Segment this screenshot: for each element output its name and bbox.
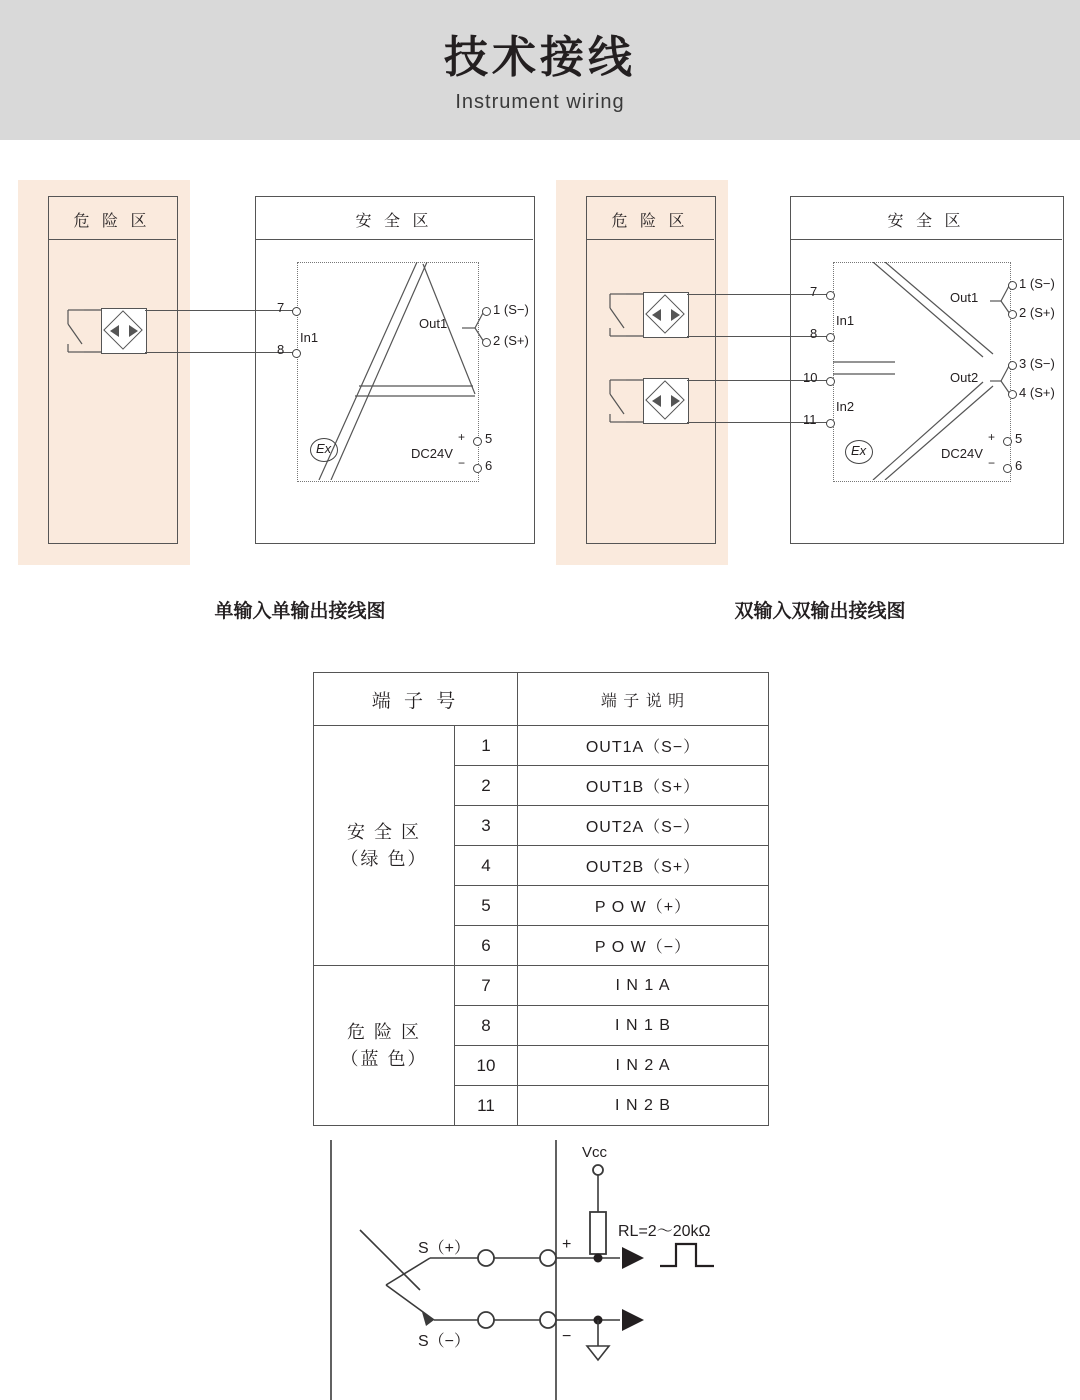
terminal-dot-1 bbox=[482, 307, 491, 316]
vcc-label: Vcc bbox=[582, 1144, 608, 1161]
input-label-in2: In2 bbox=[836, 399, 855, 414]
power-sign-minus: − bbox=[458, 456, 466, 470]
page-title: 技术接线 bbox=[444, 33, 636, 82]
diagram-caption-dual: 双输入双输出接线图 bbox=[734, 601, 906, 622]
terminal-sign-1: (S−) bbox=[503, 302, 529, 317]
terminal-dot-2-b bbox=[1008, 310, 1017, 319]
wire-in1b-b bbox=[687, 336, 827, 337]
diagram-caption-single: 单输入单输出接线图 bbox=[214, 601, 386, 622]
terminal-number-1: 1 bbox=[493, 302, 501, 317]
page-subtitle: Instrument wiring bbox=[455, 90, 625, 113]
table-cell-desc: P O W（−） bbox=[518, 926, 769, 966]
table-zone-safe-label: 安 全 区 bbox=[346, 821, 421, 842]
terminal-number-2: 2 bbox=[493, 333, 501, 348]
terminal-dot-5-b bbox=[1003, 437, 1012, 446]
terminal-label-2 bbox=[493, 333, 529, 348]
sensor-arrow-right-icon bbox=[671, 309, 680, 321]
table-zone-hazard-label: 危 险 区 bbox=[346, 1021, 421, 1042]
safe-zone-label-2: 安 全 区 bbox=[887, 213, 965, 230]
hazard-zone-divider bbox=[48, 239, 176, 240]
table-cell-desc: P O W（+） bbox=[518, 886, 769, 926]
terminal-dot-2 bbox=[482, 338, 491, 347]
table-cell-num: 4 bbox=[455, 846, 518, 886]
safe-zone-divider bbox=[255, 239, 533, 240]
output-circuit-diagram bbox=[330, 1140, 750, 1400]
terminal-number-1-b: 1 bbox=[1019, 276, 1027, 291]
wire-in1b bbox=[145, 352, 295, 353]
switch-contact-in2 bbox=[602, 370, 648, 432]
terminal-table bbox=[313, 672, 769, 1126]
wire-in1a-b bbox=[687, 294, 827, 295]
sensor-arrow-left-icon bbox=[110, 325, 119, 337]
terminal-label-1-b bbox=[1019, 276, 1055, 291]
table-cell-desc: I N 2 B bbox=[518, 1086, 769, 1126]
terminal-label-2-b bbox=[1019, 305, 1055, 320]
hazard-zone-divider-2 bbox=[586, 239, 714, 240]
hazard-zone-label: 危 险 区 bbox=[73, 213, 151, 230]
sensor-arrow-right-icon bbox=[671, 395, 680, 407]
table-cell-desc: I N 2 A bbox=[518, 1046, 769, 1086]
table-header-row bbox=[314, 673, 769, 726]
output-label-out1-b: Out1 bbox=[950, 290, 979, 305]
table-cell-desc: I N 1 B bbox=[518, 1006, 769, 1046]
table-zone-safe bbox=[314, 726, 455, 966]
terminal-number-5: 5 bbox=[485, 431, 493, 446]
power-sign-plus-2: + bbox=[988, 430, 996, 444]
table-cell-desc: OUT2B（S+） bbox=[518, 846, 769, 886]
terminal-number-2-b: 2 bbox=[1019, 305, 1027, 320]
terminal-dot-7 bbox=[292, 307, 301, 316]
table-cell-num: 10 bbox=[455, 1046, 518, 1086]
terminal-number-4: 4 bbox=[1019, 385, 1027, 400]
terminal-dot-11 bbox=[826, 419, 835, 428]
terminal-plus-label: + bbox=[562, 1236, 572, 1253]
ex-mark-label-2: Ex bbox=[851, 443, 867, 458]
terminal-number-6-b: 6 bbox=[1015, 458, 1023, 473]
terminal-label-3 bbox=[1019, 356, 1055, 371]
table-cell-desc: OUT2A（S−） bbox=[518, 806, 769, 846]
terminal-dot-7-b bbox=[826, 291, 835, 300]
safe-zone-divider-2 bbox=[790, 239, 1062, 240]
table-cell-num: 7 bbox=[455, 966, 518, 1006]
sensor-symbol-in1-b bbox=[643, 292, 689, 338]
table-cell-desc: OUT1B（S+） bbox=[518, 766, 769, 806]
power-label-dc24v-2: DC24V bbox=[941, 446, 983, 461]
terminal-sign-2: (S+) bbox=[503, 333, 529, 348]
terminal-dot-4 bbox=[1008, 390, 1017, 399]
terminal-dot-6-b bbox=[1003, 464, 1012, 473]
switch-contact-in1-b bbox=[602, 284, 648, 346]
table-cell-desc: I N 1 A bbox=[518, 966, 769, 1006]
terminal-number-8: 8 bbox=[277, 342, 285, 357]
table-cell-num: 1 bbox=[455, 726, 518, 766]
terminal-dot-8 bbox=[292, 349, 301, 358]
power-sign-plus: + bbox=[458, 430, 466, 444]
terminal-dot-1-b bbox=[1008, 281, 1017, 290]
terminal-dot-6 bbox=[473, 464, 482, 473]
table-zone-safe-sub: （绿 色） bbox=[340, 848, 428, 869]
terminal-label-1 bbox=[493, 302, 529, 317]
input-label-in1: In1 bbox=[300, 330, 319, 345]
hazard-zone-label-2: 危 险 区 bbox=[611, 213, 689, 230]
terminal-number-7-b: 7 bbox=[810, 284, 818, 299]
terminal-number-5-b: 5 bbox=[1015, 431, 1023, 446]
output-label-out1: Out1 bbox=[419, 316, 448, 331]
table-cell-num: 8 bbox=[455, 1006, 518, 1046]
sensor-arrow-left-icon bbox=[652, 309, 661, 321]
terminal-dot-10 bbox=[826, 377, 835, 386]
terminal-sign-2-b: (S+) bbox=[1029, 305, 1055, 320]
table-header-terminal-number: 端 子 号 bbox=[314, 673, 518, 726]
terminal-number-6: 6 bbox=[485, 458, 493, 473]
input-label-in1-b: In1 bbox=[836, 313, 855, 328]
power-sign-minus-2: − bbox=[988, 456, 996, 470]
sensor-arrow-left-icon bbox=[652, 395, 661, 407]
signal-minus-label: S（−） bbox=[418, 1333, 471, 1350]
table-row bbox=[314, 966, 769, 1006]
terminal-number-3: 3 bbox=[1019, 356, 1027, 371]
table-row bbox=[314, 726, 769, 766]
signal-plus-label: S（+） bbox=[418, 1240, 471, 1257]
switch-contact-in1 bbox=[60, 300, 106, 362]
terminal-dot-5 bbox=[473, 437, 482, 446]
terminal-number-8-b: 8 bbox=[810, 326, 818, 341]
terminal-minus-label: − bbox=[562, 1328, 572, 1345]
table-header-terminal-desc: 端 子 说 明 bbox=[518, 673, 769, 726]
ex-mark-label: Ex bbox=[316, 441, 332, 456]
power-label-dc24v: DC24V bbox=[411, 446, 453, 461]
safe-zone-label: 安 全 区 bbox=[355, 213, 433, 230]
sensor-symbol-in2 bbox=[643, 378, 689, 424]
terminal-label-4 bbox=[1019, 385, 1055, 400]
terminal-sign-4: (S+) bbox=[1029, 385, 1055, 400]
sensor-arrow-right-icon bbox=[129, 325, 138, 337]
table-cell-num: 5 bbox=[455, 886, 518, 926]
table-zone-hazard bbox=[314, 966, 455, 1126]
terminal-sign-3: (S−) bbox=[1029, 356, 1055, 371]
table-cell-num: 2 bbox=[455, 766, 518, 806]
terminal-number-11: 11 bbox=[803, 412, 817, 427]
terminal-dot-3 bbox=[1008, 361, 1017, 370]
wire-in1a bbox=[145, 310, 295, 311]
output-label-out2: Out2 bbox=[950, 370, 979, 385]
terminal-sign-1-b: (S−) bbox=[1029, 276, 1055, 291]
table-zone-hazard-sub: （蓝 色） bbox=[340, 1048, 428, 1069]
terminal-dot-8-b bbox=[826, 333, 835, 342]
table-cell-desc: OUT1A（S−） bbox=[518, 726, 769, 766]
table-cell-num: 11 bbox=[455, 1086, 518, 1126]
hazard-zone-box bbox=[48, 196, 178, 544]
table-cell-num: 3 bbox=[455, 806, 518, 846]
terminal-number-7: 7 bbox=[277, 300, 285, 315]
terminal-number-10: 10 bbox=[803, 370, 818, 385]
resistor-label: RL=2～20kΩ bbox=[618, 1223, 711, 1240]
table-cell-num: 6 bbox=[455, 926, 518, 966]
sensor-symbol-in1 bbox=[101, 308, 147, 354]
page-header bbox=[0, 0, 1080, 140]
